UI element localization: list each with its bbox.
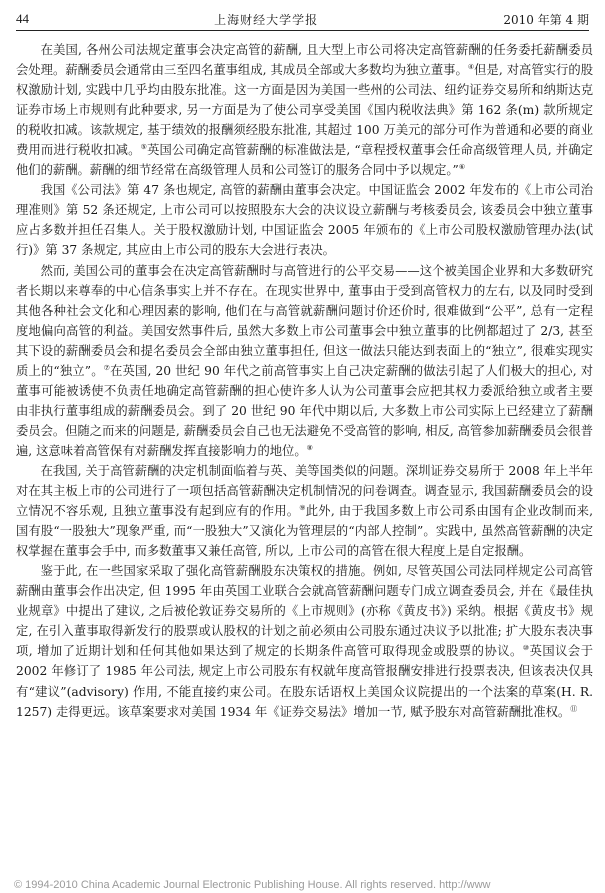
footnote-marker: ④ <box>467 62 475 71</box>
issue-label: 2010 年第 4 期 <box>503 12 589 27</box>
paragraph <box>16 561 593 721</box>
footnote-marker: ⑥ <box>458 163 466 172</box>
paragraph <box>16 461 593 561</box>
paragraph-text: 在我国, 关于高管薪酬的决定机制面临着与英、美等国类似的问题。深圳证券交易所于 2008 年上半年对在其主板上市的公司进行了一项包括高管薪酬决定机制情况的问卷调查。调查显示, 我国薪酬委员会的设立情况不容乐观, 且独立董事没有起到应有的作用。 <box>16 463 593 519</box>
paragraph-text: 我国《公司法》第 47 条也规定, 高管的薪酬由董事会决定。中国证监会 2002 年发布的《上市公司治理准则》第 52 条还规定, 上市公司可以按照股东大会的决议设立薪酬与考核委员会, 该委员会中独立董事应占多数并担任召集人。关于股权激励计划, 中国证监会 2005 年颁布的《上市公司股权激励管理办法(试行)》第 37 条规定, 其应由上市公司的股东大会进行表决。 <box>16 183 593 258</box>
copyright-footer: © 1994-2010 China Academic Journal Electronic Publishing House. All rights reserved. http://www <box>14 879 491 891</box>
footnote-marker: ⑨ <box>299 503 306 512</box>
footnote-marker: ⑦ <box>103 363 111 372</box>
footnote-marker: ⑧ <box>306 443 313 452</box>
journal-title: 上海财经大学学报 <box>214 12 319 27</box>
paragraph <box>16 40 593 180</box>
running-header <box>16 8 589 31</box>
footnote-marker: ⑩ <box>522 644 530 653</box>
paragraph <box>16 261 593 461</box>
paragraph-text: 英国议会于 2002 年修订了 1985 年公司法, 规定上市公司股东有权就年度高管报酬安排进行投票表决, 但该表决仅具有“建议”(advisory) 作用, 不能直接约束公司。在股东话语权上美国众议院提出的一个法案的草案(H. R. 1257) 走得更远。该草案要求对美国 1934 年《证券交易法》增加一节, 赋予股东对高管薪酬批准权。 <box>16 644 593 719</box>
article-body <box>16 40 593 722</box>
footnote-marker: ⑪ <box>570 704 578 713</box>
paragraph-text: 然而, 美国公司的董事会在决定高管薪酬时与高管进行的公平交易——这个被美国企业界和大多数研究者长期以来尊奉的中心信条事实上并不存在。在现实世界中, 董事由于受到高管权力的左右, 以及同时受到其他各种社会文化和心理因素的影响, 他们在与高管就薪酬问题讨价还价时, 很难做到“公平”, 总有一定程度地偏向高管的利益。美国安然事件后, 虽然大多数上市公司董事会中独立董事的比例都超过了 2/3, 甚至其下设的薪酬委员会和提名委员会全部由独立董事担任, 但这一做法只能达到表面上的“独立”, 很难实现实质上的“独立”。 <box>16 263 593 378</box>
footnote-marker: ⑤ <box>140 143 148 152</box>
paragraph-text: 在美国, 各州公司法规定董事会决定高管的薪酬, 且大型上市公司将决定高管薪酬的任务委托薪酬委员会处理。薪酬委员会通常由三至四名董事组成, 其成员全部或大多数均为独立董事。 <box>16 43 593 78</box>
paragraph-text: 鉴于此, 在一些国家采取了强化高管薪酬股东决策权的措施。例如, 尽管英国公司法同样规定公司高管薪酬由董事会作出决定, 但 1995 年由英国工业联合会就高管薪酬问题专门成立调查委员会, 并在《最佳执业规章》中提出了建议, 之后被伦敦证券交易所的《上市规则》(亦称《黄皮书》) 采纳。根据《黄皮书》规定, 在引入董事取得新发行的股票或认股权的计划之前必须由公司股东通过决议予以批准; 扩大股东表决事项, 增加了近期计划和任何其他如果达到了规定的长期条件高管可取得现金或股票的协议。 <box>16 564 593 659</box>
paragraph-text: 在英国, 20 世纪 90 年代之前高管事实上自己决定薪酬的做法引起了人们极大的担心, 对董事可能被诱使不负责任地确定高管薪酬的担心使许多人认为公司董事会应把其权力委派给独立或者主要由非执行董事组成的薪酬委员会。到了 20 世纪 90 年代中期以后, 大多数上市公司实际上已经建立了薪酬委员会。但随之而来的问题是, 薪酬委员会自己也无法避免不受高管的影响, 相反, 高管参加薪酬委员会很普遍, 这意味着高管保有对薪酬发挥直接影响力的地位。 <box>16 363 593 458</box>
page-number: 44 <box>16 11 29 26</box>
paragraph-text: 此外, 由于我国多数上市公司系由国有企业改制而来, 国有股“一股独大”现象严重, 而“一股独大”又演化为管理层的“内部人控制”。实践中, 虽然高管薪酬的决定权掌握在董事会手中, 而多数董事又兼任高管, 所以, 上市公司的高管在很大程度上是自定报酬。 <box>16 504 593 559</box>
paragraph-text: 但是, 对高管实行的股权激励计划, 实践中几乎均由股东批准。这一方面是因为美国一些州的公司法、纽约证券交易所和纳斯达克证券市场上市规则有此种要求, 另一方面是为了使公司享受美国《国内税收法典》第 162 条(m) 款所规定的税收扣减。该款规定, 基于绩效的报酬须经股东批准, 其超过 100 万美元的部分可作为普通和必要的商业费用而进行税收扣减。 <box>16 63 593 158</box>
paragraph-text: 英国公司确定高管薪酬的标准做法是, “章程授权董事会任命高级管理人员, 并确定他们的薪酬。薪酬的细节经常在高级管理人员和公司签订的服务合同中予以规定。” <box>16 143 593 178</box>
paragraph <box>16 180 593 260</box>
